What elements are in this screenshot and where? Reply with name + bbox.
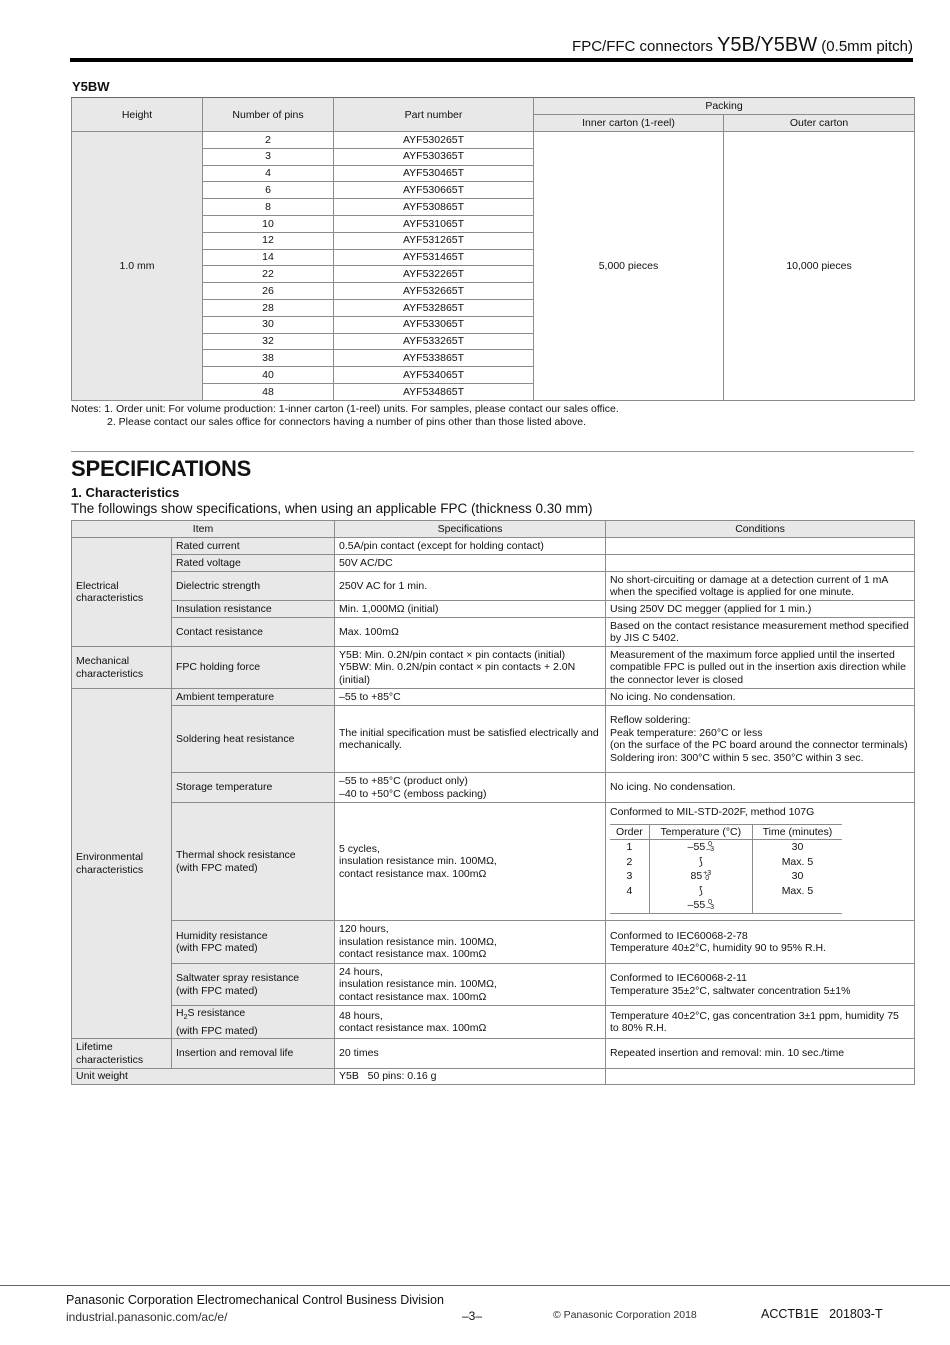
tol-down: –3 <box>706 904 714 912</box>
characteristics-intro: The followings show specifications, when using an applicable FPC (thickness 0.30 mm) <box>71 501 593 516</box>
cond-contact: Based on the contact resistance measurement method specified by JIS C 5402. <box>606 618 915 647</box>
item-rated-current: Rated current <box>172 538 335 555</box>
header-inner: Inner carton (1-reel) <box>534 115 724 132</box>
spec-unit-weight: Y5B 50 pins: 0.16 g <box>335 1069 606 1085</box>
page-header <box>70 28 913 62</box>
pins-cell: 48 <box>203 383 334 400</box>
product-table-label: Y5BW <box>72 79 110 94</box>
footer-copyright: © Panasonic Corporation 2018 <box>553 1309 697 1321</box>
pins-cell: 8 <box>203 199 334 216</box>
characteristics-title: 1. Characteristics <box>71 485 180 500</box>
item-soldering: Soldering heat resistance <box>172 706 335 773</box>
header-packing: Packing <box>534 98 915 115</box>
spec-storage <box>335 773 606 803</box>
table-row <box>72 601 915 618</box>
thermal-temp-value: –55 <box>687 899 706 911</box>
item-saltwater <box>172 964 335 1006</box>
cond-insulation: Using 250V DC megger (applied for 1 min.) <box>606 601 915 618</box>
specifications-title: SPECIFICATIONS <box>71 456 252 481</box>
part-cell: AYF532665T <box>334 283 534 300</box>
outer-cell: 10,000 pieces <box>724 132 915 401</box>
group-environmental: Environmental characteristics <box>72 689 172 1039</box>
thermal-order <box>610 898 649 913</box>
specifications-table <box>71 520 915 1085</box>
item-h2s-2: (with FPC mated) <box>176 1024 258 1037</box>
cond-dielectric: No short-circuiting or damage at a detection current of 1 mA when the specified voltage is applied for one minute. <box>606 572 915 601</box>
thermal-temp-value: 85 <box>690 870 703 882</box>
spec-header-cond: Conditions <box>606 521 915 538</box>
header-model: Y5B/Y5BW <box>717 34 818 56</box>
table-row <box>72 572 915 601</box>
part-cell: AYF532865T <box>334 299 534 316</box>
spec-fpc-holding <box>335 647 606 689</box>
spec-saltwater-3: contact resistance max. 100mΩ <box>339 990 487 1003</box>
spec-humidity-3: contact resistance max. 100mΩ <box>339 948 487 961</box>
pins-cell: 22 <box>203 266 334 283</box>
item-contact: Contact resistance <box>172 618 335 647</box>
thermal-order: 1 <box>626 841 633 853</box>
pins-cell: 2 <box>203 132 334 149</box>
pins-cell: 32 <box>203 333 334 350</box>
thermal-temp <box>649 869 752 884</box>
part-cell: AYF532265T <box>334 266 534 283</box>
pins-cell: 10 <box>203 215 334 232</box>
header-prefix: FPC/FFC connectors <box>572 38 718 55</box>
note-2: 2. Please contact our sales office for connectors having a number of pins other than those listed above. <box>107 416 587 428</box>
thermal-tolerance <box>703 871 711 881</box>
table-row <box>72 964 915 1006</box>
table-row <box>72 921 915 964</box>
pins-cell: 40 <box>203 367 334 384</box>
tol-down: 0 <box>705 875 710 883</box>
thermal-time: 30 <box>791 870 804 882</box>
part-cell: AYF530865T <box>334 199 534 216</box>
note-1: Notes: 1. Order unit: For volume production: 1-inner carton (1-reel) units. For samples, please contact our sales office. <box>71 403 619 415</box>
table-row <box>72 1069 915 1085</box>
cond-humidity-1: Conformed to IEC60068-2-78 <box>610 929 748 942</box>
inner-cell: 5,000 pieces <box>534 132 724 401</box>
cond-saltwater-1: Conformed to IEC60068-2-11 <box>610 972 747 984</box>
spec-thermal <box>335 803 606 921</box>
cond-humidity <box>606 921 915 964</box>
table-row <box>72 132 915 149</box>
table-row <box>72 1039 915 1069</box>
thermal-temp: ⟆ <box>649 884 752 899</box>
spec-humidity-1: 120 hours, <box>339 923 389 936</box>
item-saltwater-1: Saltwater spray resistance <box>176 972 300 984</box>
cond-ambient: No icing. No condensation. <box>606 689 915 706</box>
item-thermal-1: Thermal shock resistance <box>176 849 296 861</box>
group-mechanical: Mechanical characteristics <box>72 647 172 689</box>
item-unit-weight: Unit weight <box>72 1069 335 1085</box>
thermal-header-order: Order <box>610 824 649 840</box>
item-thermal-2: (with FPC mated) <box>176 861 258 874</box>
part-cell: AYF530665T <box>334 182 534 199</box>
item-fpc-holding: FPC holding force <box>172 647 335 689</box>
tol-up: 0 <box>708 899 713 907</box>
thermal-tolerance <box>706 900 714 910</box>
pins-cell: 28 <box>203 299 334 316</box>
spec-insulation: Min. 1,000MΩ (initial) <box>335 601 606 618</box>
thermal-time: 30 <box>791 841 804 853</box>
pins-cell: 38 <box>203 350 334 367</box>
item-h2s-pre: H <box>176 1007 184 1019</box>
header-part: Part number <box>334 98 534 132</box>
table-row <box>72 803 915 921</box>
item-humidity-1: Humidity resistance <box>176 929 268 942</box>
cond-saltwater <box>606 964 915 1006</box>
part-cell: AYF530365T <box>334 148 534 165</box>
cond-soldering-1: Reflow soldering: <box>610 714 691 726</box>
thermal-header-time: Time (minutes) <box>752 824 842 840</box>
group-lifetime: Lifetime characteristics <box>72 1039 172 1069</box>
thermal-time <box>752 898 842 913</box>
cond-storage: No icing. No condensation. <box>606 773 915 803</box>
item-insulation: Insulation resistance <box>172 601 335 618</box>
tol-up: 0 <box>708 841 713 849</box>
item-h2s <box>172 1006 335 1039</box>
table-row <box>72 538 915 555</box>
spec-saltwater-2: insulation resistance min. 100MΩ, <box>339 978 497 991</box>
page-number: –3– <box>462 1309 483 1323</box>
product-notes <box>71 403 619 429</box>
item-humidity-2: (with FPC mated) <box>176 942 258 954</box>
thermal-order: 3 <box>626 870 633 882</box>
pins-cell: 30 <box>203 316 334 333</box>
thermal-row <box>610 855 842 870</box>
table-row <box>72 555 915 572</box>
spec-fpc-holding-1: Y5B: Min. 0.2N/pin contact × pin contacts (initial) <box>339 648 566 661</box>
cond-rated-current <box>606 538 915 555</box>
thermal-order: 2 <box>626 855 633 868</box>
header-outer: Outer carton <box>724 115 915 132</box>
spec-h2s-1: 48 hours, <box>339 1009 383 1022</box>
table-row <box>72 618 915 647</box>
spec-h2s <box>335 1006 606 1039</box>
spec-storage-1: –55 to +85°C (product only) <box>339 775 468 787</box>
tol-up: +3 <box>703 870 712 878</box>
header-pins: Number of pins <box>203 98 334 132</box>
table-row <box>72 1006 915 1039</box>
pins-cell: 14 <box>203 249 334 266</box>
tol-down: –3 <box>706 846 714 854</box>
cond-soldering-4: Soldering iron: 300°C within 5 sec. 350°C within 3 sec. <box>610 751 864 764</box>
cond-saltwater-2: Temperature 35±2°C, saltwater concentration 5±1% <box>610 984 851 997</box>
part-cell: AYF531065T <box>334 215 534 232</box>
item-thermal <box>172 803 335 921</box>
height-cell: 1.0 mm <box>72 132 203 401</box>
thermal-row <box>610 884 842 899</box>
thermal-temp <box>649 840 752 855</box>
item-lifetime: Insertion and removal life <box>172 1039 335 1069</box>
part-cell: AYF530265T <box>334 132 534 149</box>
spec-h2s-2: contact resistance max. 100mΩ <box>339 1022 487 1035</box>
cond-soldering <box>606 706 915 773</box>
item-h2s-1 <box>176 1007 330 1025</box>
header-pitch: (0.5mm pitch) <box>817 38 913 55</box>
thermal-row <box>610 840 842 855</box>
header-title <box>572 28 913 57</box>
part-cell: AYF534065T <box>334 367 534 384</box>
table-row <box>72 773 915 803</box>
table-row <box>72 706 915 773</box>
product-table <box>71 97 915 401</box>
item-ambient: Ambient temperature <box>172 689 335 706</box>
pins-cell: 12 <box>203 232 334 249</box>
spec-lifetime: 20 times <box>335 1039 606 1069</box>
spec-header-item: Item <box>72 521 335 538</box>
cond-lifetime: Repeated insertion and removal: min. 10 sec./time <box>606 1039 915 1069</box>
thermal-row <box>610 898 842 913</box>
cond-unit-weight <box>606 1069 915 1085</box>
thermal-time: Max. 5 <box>781 855 814 868</box>
spec-humidity-2: insulation resistance min. 100MΩ, <box>339 935 497 948</box>
thermal-temp: ⟆ <box>649 855 752 870</box>
thermal-order: 4 <box>626 884 633 897</box>
spec-rated-voltage: 50V AC/DC <box>335 555 606 572</box>
cond-soldering-3: (on the surface of the PC board around the connector terminals) <box>610 739 908 751</box>
spec-contact: Max. 100mΩ <box>335 618 606 647</box>
footer-divider <box>0 1285 950 1286</box>
item-saltwater-2: (with FPC mated) <box>176 984 258 997</box>
cond-soldering-2: Peak temperature: 260°C or less <box>610 726 763 739</box>
item-h2s-post: S resistance <box>187 1007 246 1019</box>
thermal-temp-value: –55 <box>687 841 706 853</box>
spec-humidity <box>335 921 606 964</box>
item-h2s-sub: 2 <box>183 1014 188 1022</box>
cond-rated-voltage <box>606 555 915 572</box>
cond-fpc-holding: Measurement of the maximum force applied until the inserted compatible FPC is pulled out in the insertion axis direction while the connector lever is closed <box>606 647 915 689</box>
pins-cell: 26 <box>203 283 334 300</box>
group-electrical: Electrical characteristics <box>72 538 172 647</box>
item-rated-voltage: Rated voltage <box>172 555 335 572</box>
spec-saltwater-1: 24 hours, <box>339 965 383 978</box>
pins-cell: 6 <box>203 182 334 199</box>
item-humidity <box>172 921 335 964</box>
cond-humidity-2: Temperature 40±2°C, humidity 90 to 95% R.H. <box>610 942 826 954</box>
footer-url: industrial.panasonic.com/ac/e/ <box>66 1310 228 1324</box>
thermal-row <box>610 869 842 884</box>
item-dielectric: Dielectric strength <box>172 572 335 601</box>
header-height: Height <box>72 98 203 132</box>
spec-thermal-2: insulation resistance min. 100MΩ, <box>339 855 497 868</box>
spec-soldering: The initial specification must be satisfied electrically and mechanically. <box>335 706 606 773</box>
pins-cell: 3 <box>203 148 334 165</box>
spec-ambient: –55 to +85°C <box>335 689 606 706</box>
spec-thermal-1: 5 cycles, <box>339 842 380 855</box>
footer-doc-code: ACCTB1E 201803-T <box>761 1307 883 1321</box>
spec-header-spec: Specifications <box>335 521 606 538</box>
spec-fpc-holding-2: Y5BW: Min. 0.2N/pin contact × pin contacts + 2.0N (initial) <box>339 661 576 686</box>
cond-h2s: Temperature 40±2°C, gas concentration 3±1 ppm, humidity 75 to 80% R.H. <box>606 1006 915 1039</box>
table-row <box>72 647 915 689</box>
spec-rated-current: 0.5A/pin contact (except for holding contact) <box>335 538 606 555</box>
cond-thermal-title: Conformed to MIL-STD-202F, method 107G <box>610 806 815 818</box>
part-cell: AYF530465T <box>334 165 534 182</box>
spec-dielectric: 250V AC for 1 min. <box>335 572 606 601</box>
spec-thermal-3: contact resistance max. 100mΩ <box>339 867 487 880</box>
part-cell: AYF531465T <box>334 249 534 266</box>
table-row <box>72 689 915 706</box>
pins-cell: 4 <box>203 165 334 182</box>
thermal-tolerance <box>706 842 714 852</box>
item-storage: Storage temperature <box>172 773 335 803</box>
spec-storage-2: –40 to +50°C (emboss packing) <box>339 787 487 800</box>
thermal-temp <box>649 898 752 913</box>
part-cell: AYF533265T <box>334 333 534 350</box>
part-cell: AYF533065T <box>334 316 534 333</box>
thermal-time: Max. 5 <box>781 884 814 897</box>
thermal-header-temp: Temperature (°C) <box>649 824 752 840</box>
footer-corporation: Panasonic Corporation Electromechanical Control Business Division <box>66 1293 444 1307</box>
spec-saltwater <box>335 964 606 1006</box>
part-cell: AYF534865T <box>334 383 534 400</box>
thermal-cycle-table <box>610 824 842 914</box>
cond-thermal <box>606 803 915 921</box>
part-cell: AYF531265T <box>334 232 534 249</box>
section-divider <box>71 451 914 452</box>
part-cell: AYF533865T <box>334 350 534 367</box>
